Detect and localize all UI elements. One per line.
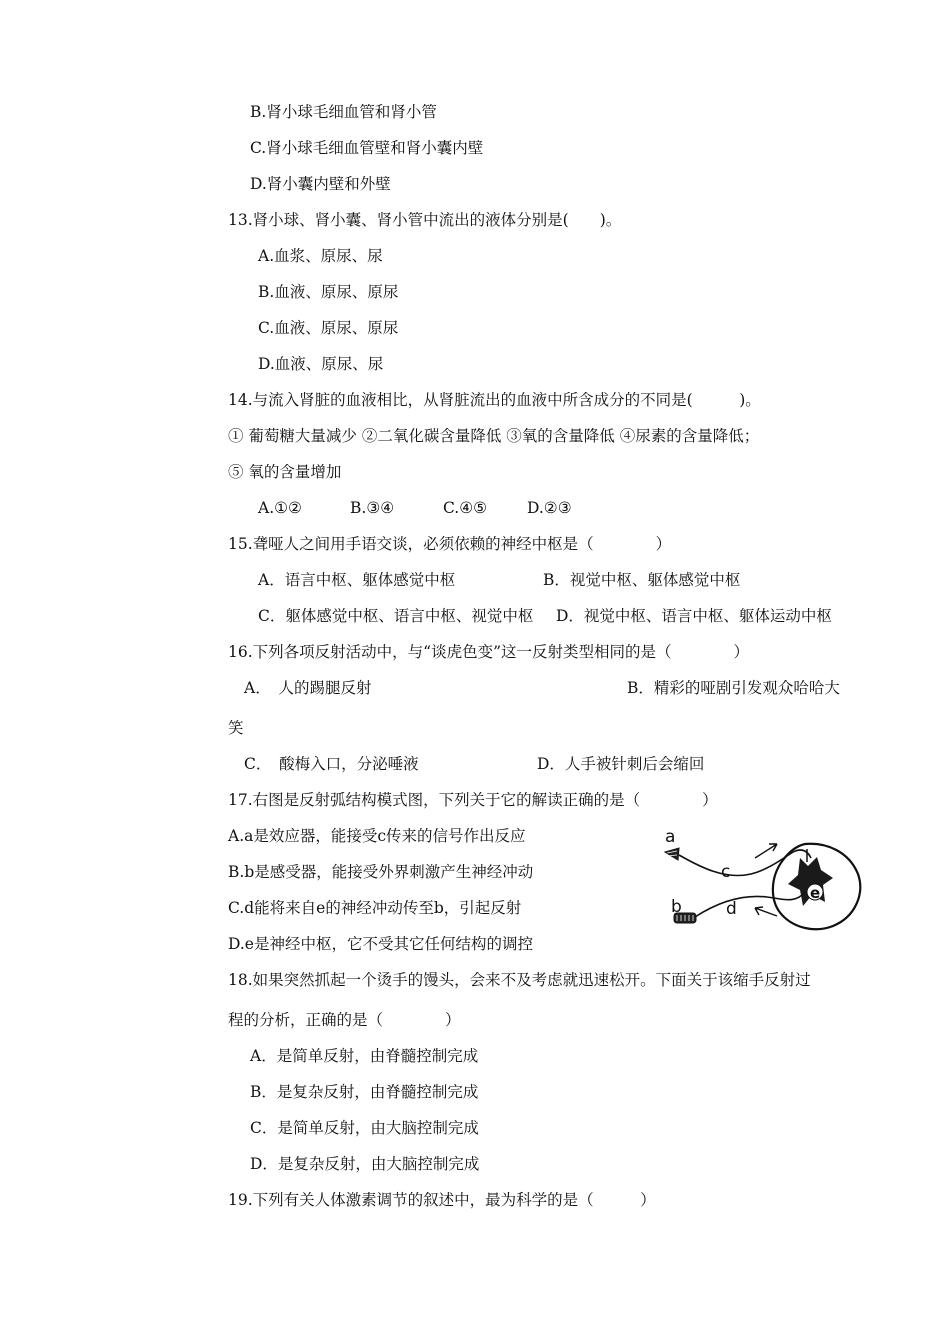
option-12c: C.肾小球毛细血管壁和肾小囊内壁	[250, 139, 484, 157]
option-17d: D.e是神经中枢，它不受其它任何结构的调控	[228, 935, 533, 953]
question-19: 19.下列有关人体激素调节的叙述中，最为科学的是（ ）	[228, 1191, 656, 1209]
question-15: 15.聋哑人之间用手语交谈，必须依赖的神经中枢是（ ）	[228, 535, 672, 553]
option-14d: D.②③	[527, 499, 572, 517]
option-16c: C． 酸梅入口，分泌唾液	[244, 755, 419, 773]
arrow-d	[755, 907, 777, 916]
option-15a: A．语言中枢、躯体感觉中枢	[258, 571, 456, 589]
question-13: 13.肾小球、肾小囊、肾小管中流出的液体分别是( )。	[228, 211, 622, 229]
option-16d: D．人手被针刺后会缩回	[537, 755, 705, 773]
option-17a: A.a是效应器，能接受c传来的信号作出反应	[228, 827, 526, 845]
label-b: b	[671, 897, 682, 917]
option-18a: A．是简单反射，由脊髓控制完成	[250, 1047, 479, 1065]
option-15d: D．视觉中枢、语言中枢、躯体运动中枢	[556, 607, 832, 625]
structure-a-mark	[665, 848, 679, 860]
option-12b: B.肾小球毛细血管和肾小管	[250, 103, 437, 121]
question-16: 16.下列各项反射活动中，与“谈虎色变”这一反射类型相同的是（ ）	[228, 643, 750, 661]
option-13d: D.血液、原尿、尿	[258, 355, 384, 373]
option-17c: C.d能将来自e的神经冲动传至b，引起反射	[228, 899, 522, 917]
question-18-cont: 程的分析，正确的是（ ）	[228, 1011, 461, 1029]
option-15b: B．视觉中枢、躯体感觉中枢	[543, 571, 741, 589]
reflex-arc-diagram	[655, 822, 870, 937]
option-13a: A.血浆、原尿、尿	[258, 247, 383, 265]
option-18c: C．是简单反射，由大脑控制完成	[250, 1119, 479, 1137]
option-14c: C.④⑤	[443, 499, 488, 517]
option-14b: B.③④	[350, 499, 395, 517]
label-d: d	[726, 899, 737, 919]
question-14-statements-cont: ⑤ 氧的含量增加	[228, 463, 342, 481]
option-14a: A.①②	[258, 499, 302, 517]
option-12d: D.肾小囊内壁和外壁	[250, 175, 391, 193]
option-13c: C.血液、原尿、原尿	[258, 319, 399, 337]
option-13b: B.血液、原尿、原尿	[258, 283, 399, 301]
option-16b-cont: 笑	[228, 719, 244, 737]
option-16b: B．精彩的哑剧引发观众哈哈大	[627, 679, 840, 697]
option-17b: B.b是感受器，能接受外界刺激产生神经冲动	[228, 863, 534, 881]
question-14: 14.与流入肾脏的血液相比，从肾脏流出的血液中所含成分的不同是( )。	[228, 391, 761, 409]
question-14-statements: ① 葡萄糖大量减少 ②二氧化碳含量降低 ③氧的含量降低 ④尿素的含量降低；	[228, 427, 760, 445]
option-15c: C．躯体感觉中枢、语言中枢、视觉中枢	[258, 607, 534, 625]
question-18: 18.如果突然抓起一个烫手的馒头，会来不及考虑就迅速松开。下面关于该缩手反射过	[228, 971, 811, 989]
option-16a: A． 人的踢腿反射	[244, 679, 372, 697]
label-e: e	[810, 884, 821, 902]
label-c: c	[721, 862, 731, 882]
option-18d: D．是复杂反射，由大脑控制完成	[250, 1155, 480, 1173]
arrow-c	[755, 844, 777, 858]
label-a: a	[665, 827, 676, 847]
question-17: 17.右图是反射弧结构模式图，下列关于它的解读正确的是（ ）	[228, 791, 718, 809]
option-18b: B．是复杂反射，由脊髓控制完成	[250, 1083, 479, 1101]
